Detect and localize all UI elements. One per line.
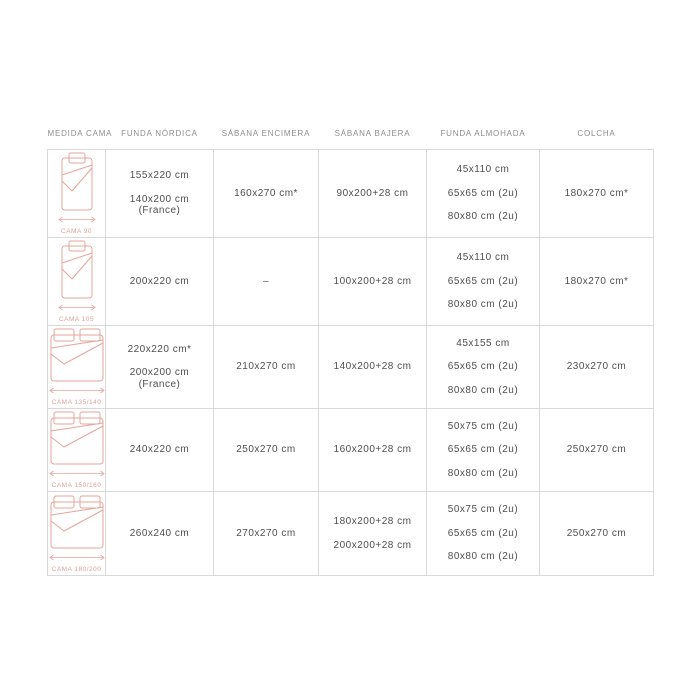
- cell-line: 180x200+28 cm: [333, 516, 412, 527]
- cell-line: 45x110 cm: [456, 252, 510, 264]
- cell-line: (France): [138, 378, 181, 390]
- funda-almohada-cell: [427, 409, 540, 492]
- double-bed-icon: [48, 495, 106, 550]
- bed-cell: [48, 326, 106, 409]
- funda-nordica-cell: [106, 150, 214, 238]
- cell-line: 155x220 cm: [129, 170, 190, 182]
- bedding-size-table: [47, 129, 654, 576]
- cell-line: 65x65 cm (2u): [447, 187, 519, 199]
- funda-almohada-cell: [427, 238, 540, 326]
- cell-line: 45x110 cm: [456, 164, 510, 176]
- cell-line: 160x200+28 cm: [333, 444, 412, 456]
- bed-size-label: CAMA 105: [58, 316, 95, 323]
- sabana-bajera-cell: [319, 238, 427, 326]
- cell-line: 50x75 cm (2u): [447, 504, 519, 516]
- width-arrow-icon: [49, 553, 105, 564]
- header-sabana-encimera: SÁBANA ENCIMERA: [221, 129, 311, 138]
- cell-line: 80x80 cm (2u): [447, 211, 519, 223]
- cell-line: 250x270 cm: [566, 527, 627, 539]
- cell-line: 100x200+28 cm: [333, 275, 412, 287]
- cell-line: 240x220 cm: [129, 444, 190, 456]
- cell-line: 65x65 cm (2u): [447, 444, 519, 456]
- header-funda-almohada: FUNDA ALMOHADA: [440, 129, 526, 138]
- bed-size-label: CAMA 180/200: [51, 565, 102, 573]
- cell-line: 80x80 cm (2u): [447, 384, 519, 396]
- cell-line: 210x270 cm: [236, 361, 296, 373]
- sabana-encimera-cell: [214, 492, 319, 576]
- table-row: [48, 238, 654, 326]
- cell-line: 80x80 cm (2u): [447, 467, 519, 479]
- header-sabana-bajera: SÁBANA BAJERA: [334, 129, 411, 138]
- cell-line: 140x200 cm: [129, 193, 190, 205]
- cell-line: 80x80 cm (2u): [447, 299, 519, 311]
- cell-line: 50x75 cm (2u): [447, 420, 519, 432]
- cell-line: –: [262, 275, 270, 287]
- single-bed-icon: [57, 152, 97, 212]
- cell-line: 65x65 cm (2u): [447, 275, 519, 287]
- sabana-bajera-cell: [319, 326, 427, 409]
- table-row: [48, 150, 654, 238]
- funda-almohada-cell: [427, 492, 540, 576]
- bed-size-label: CAMA 135/140: [51, 399, 102, 406]
- sabana-bajera-cell: [319, 409, 427, 492]
- sabana-bajera-cell: [319, 492, 427, 576]
- cell-line: 45x155 cm: [456, 337, 510, 349]
- bed-cell: [48, 409, 106, 492]
- funda-nordica-cell: [106, 238, 214, 326]
- cell-line: 230x270 cm: [566, 361, 627, 373]
- width-arrow-icon: [58, 215, 96, 226]
- header-colcha: COLCHA: [577, 129, 616, 138]
- double-bed-icon: [48, 328, 106, 383]
- header-medida-cama: MEDIDA CAMA: [47, 129, 113, 138]
- cell-line: 180x270 cm*: [564, 275, 629, 287]
- colcha-cell: [540, 150, 654, 238]
- cell-line: 200x200 cm: [129, 367, 190, 379]
- double-bed-icon: [48, 411, 106, 466]
- cell-line: 65x65 cm (2u): [447, 361, 519, 373]
- header-row: [48, 129, 654, 150]
- header-funda-nordica: FUNDA NÓRDICA: [121, 129, 198, 138]
- table-row: [48, 409, 654, 492]
- sabana-encimera-cell: [214, 409, 319, 492]
- cell-line: 250x270 cm: [566, 444, 627, 456]
- colcha-cell: [540, 409, 654, 492]
- table-row: [48, 492, 654, 576]
- cell-line: 90x200+28 cm: [336, 187, 409, 199]
- cell-line: 200x200+28 cm: [333, 539, 412, 551]
- cell-line: 200x220 cm: [129, 275, 190, 287]
- cell-line: 260x240 cm: [129, 527, 190, 539]
- bed-cell: [48, 238, 106, 326]
- sabana-encimera-cell: [214, 238, 319, 326]
- cell-line: (France): [138, 205, 181, 217]
- cell-line: 160x270 cm*: [234, 187, 298, 199]
- bed-size-label: CAMA 150/160: [51, 482, 102, 489]
- funda-nordica-cell: [106, 409, 214, 492]
- cell-line: 180x270 cm*: [564, 187, 629, 199]
- table-row: [48, 326, 654, 409]
- cell-line: 270x270 cm: [236, 527, 296, 539]
- funda-almohada-cell: [427, 326, 540, 409]
- colcha-cell: [540, 238, 654, 326]
- bed-size-label: CAMA 90: [61, 228, 92, 235]
- bed-cell: [48, 150, 106, 238]
- funda-nordica-cell: [106, 492, 214, 576]
- width-arrow-icon: [49, 386, 105, 397]
- cell-line: 220x220 cm*: [127, 343, 192, 355]
- funda-nordica-cell: [106, 326, 214, 409]
- cell-line: 65x65 cm (2u): [447, 527, 519, 539]
- sabana-encimera-cell: [214, 326, 319, 409]
- colcha-cell: [540, 326, 654, 409]
- sabana-encimera-cell: [214, 150, 319, 238]
- cell-line: 140x200+28 cm: [333, 361, 412, 373]
- colcha-cell: [540, 492, 654, 576]
- funda-almohada-cell: [427, 150, 540, 238]
- sabana-bajera-cell: [319, 150, 427, 238]
- single-bed-icon: [57, 240, 97, 300]
- cell-line: 80x80 cm (2u): [447, 551, 519, 563]
- width-arrow-icon: [58, 303, 96, 314]
- width-arrow-icon: [49, 469, 105, 480]
- bed-cell: [48, 492, 106, 576]
- cell-line: 250x270 cm: [236, 444, 296, 456]
- size-chart: [47, 129, 653, 576]
